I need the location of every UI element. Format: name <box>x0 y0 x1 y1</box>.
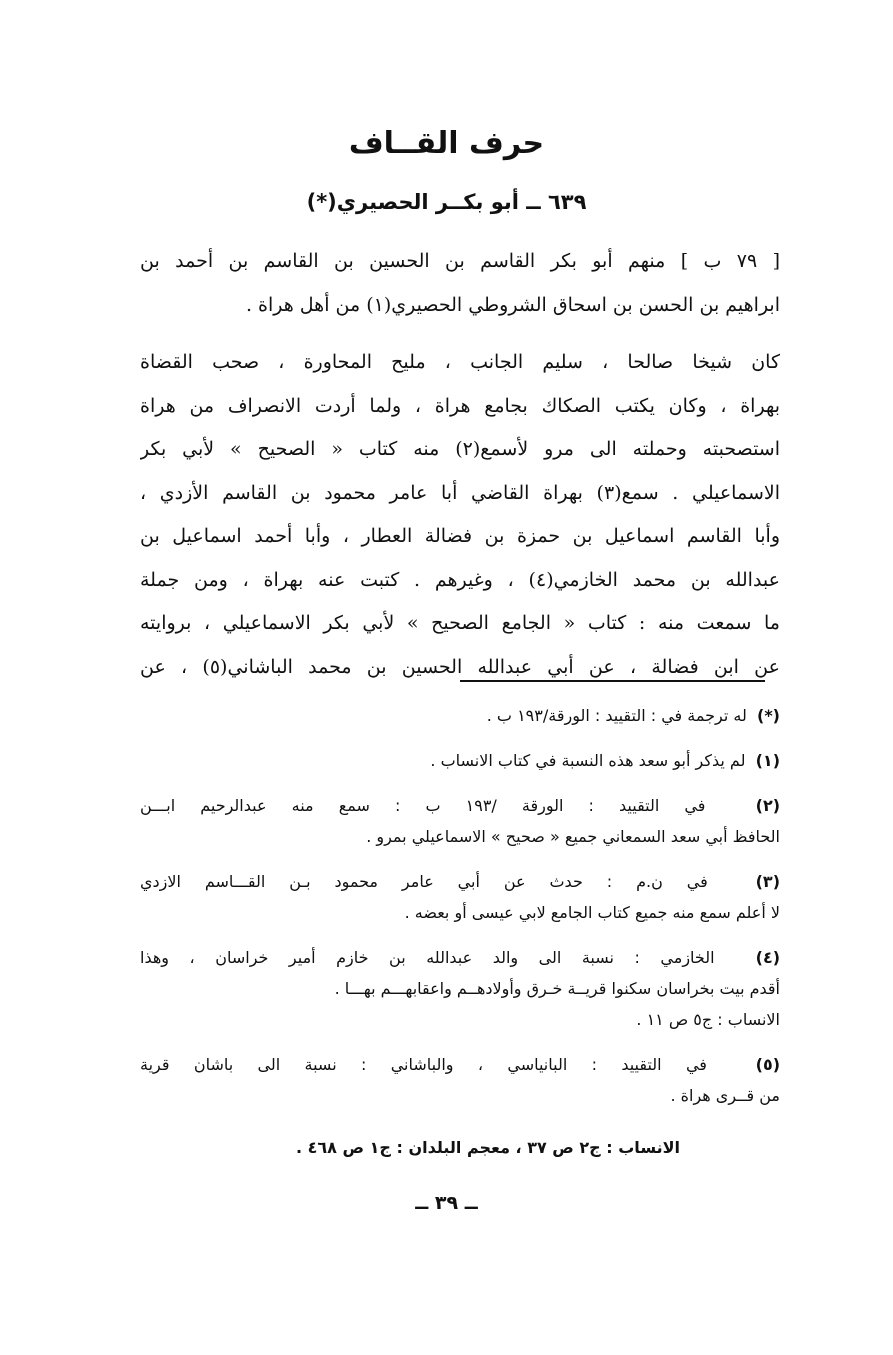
footnote <box>140 790 780 852</box>
footnote-marker: (١) <box>755 751 780 770</box>
footnote-marker: (*) <box>757 706 780 725</box>
chapter-title: حرف القــاف <box>348 126 545 161</box>
body-line: عن ابن فضالة ، عن أبي عبدالله الحسين بن محمد الباشاني(٥) ، عن <box>140 655 780 678</box>
footnote-text: له ترجمة في : التقييد : الورقة/١٩٣ ب . <box>486 706 747 725</box>
body-line: عبدالله بن محمد الخازمي(٤) ، وغيرهم . كتبت عنه بهراة ، ومن جملة <box>140 568 780 591</box>
footnote-text: الحافظ أبي سعد السمعاني جميع « صحيح » الاسماعيلي بمرو . <box>366 827 780 846</box>
footnote-separator <box>460 680 765 682</box>
footnote <box>140 866 780 928</box>
footnote-text: في التقييد : البانياسي ، والباشاني : نسبة الى باشان قرية <box>140 1055 707 1074</box>
footnote-text: أقدم بيت بخراسان سكنوا قريــة خـرق وأولادهــم واعقابهـــم بهـــا . <box>334 979 780 998</box>
footnote-marker: (٣) <box>755 872 780 891</box>
body-line: بهراة ، وكان يكتب الصكاك بجامع هراة ، ولما أردت الانصراف من هراة <box>140 394 780 417</box>
footnote-marker: (٢) <box>755 796 780 815</box>
body-line: استصحبته وحملته الى مرو لأسمع(٢) منه كتاب « الصحيح » لأبي بكر <box>140 438 780 460</box>
footnote-marker: (٥) <box>755 1055 780 1074</box>
footnote-text: من قــرى هراة . <box>670 1086 780 1105</box>
footnote <box>140 1049 780 1111</box>
paragraph-gap <box>140 327 780 341</box>
footnote-text: لم يذكر أبو سعد هذه النسبة في كتاب الانساب . <box>430 751 746 770</box>
footnote <box>140 942 780 1035</box>
footnote <box>140 700 780 731</box>
footnotes <box>140 700 780 1125</box>
entry-heading: ٦٣٩ ــ أبو بكــر الحصيري(*) <box>306 190 587 214</box>
footnote-text: الانساب : ج٥ ص ١١ . <box>636 1010 780 1029</box>
body-line: ما سمعت منه : كتاب « الجامع الصحيح » لأبي بكر الاسماعيلي ، بروايته <box>140 612 780 634</box>
body-line: ابراهيم بن الحسن بن اسحاق الشروطي الحصيري(١) من أهل هراة . <box>245 293 780 316</box>
reference-line: الانساب : ج٢ ص ٣٧ ، معجم البلدان : ج١ ص ٤٦٨ . <box>295 1138 680 1157</box>
body-line: كان شيخا صالحا ، سليم الجانب ، مليح المحاورة ، صحب القضاة <box>140 351 780 373</box>
footnote-marker: (٤) <box>755 948 780 967</box>
page-number: ــ ٣٩ ــ <box>415 1192 478 1214</box>
footnote-text: لا أعلم سمع منه جميع كتاب الجامع لابي عيسى أو بعضه . <box>404 903 780 922</box>
footnote-text: الخازمي : نسبة الى والد عبدالله بن خازم أمير خراسان ، وهذا <box>140 948 715 967</box>
footnote-text: في ن.م : حدث عن أبي عامر محمود بـن القـــاسم الازدي <box>140 872 708 891</box>
body-line: [ ٧٩ ب ] منهم أبو بكر القاسم بن الحسين بن القاسم بن أحمد بن <box>140 250 780 272</box>
body-line: وأبا القاسم اسماعيل بن حمزة بن فضالة العطار ، وأبا أحمد اسماعيل بن <box>140 525 780 547</box>
footnote <box>140 745 780 776</box>
body-line: الاسماعيلي . سمع(٣) بهراة القاضي أبا عامر محمود بن القاسم الأزدي ، <box>140 481 780 504</box>
footnote-text: في التقييد : الورقة /١٩٣ ب : سمع منه عبدالرحيم ابـــن <box>140 796 706 815</box>
biography-text <box>140 240 780 689</box>
